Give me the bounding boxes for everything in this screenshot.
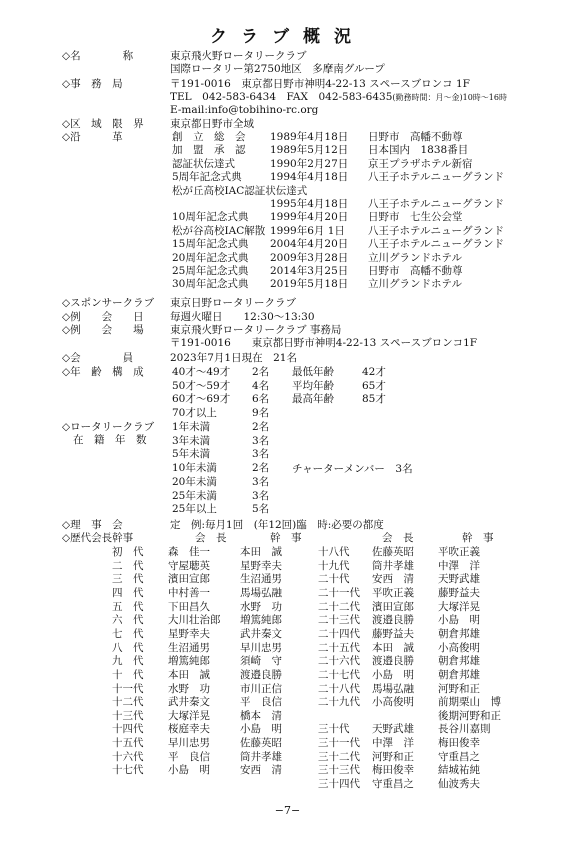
term-number: 十八代 (318, 546, 350, 558)
secretary-name: 朝倉邦雄 (438, 655, 480, 668)
secretary-name: 小高俊明 (438, 641, 480, 654)
tenure-count: 3名 (252, 475, 270, 488)
secretary-name: 小島 明 (438, 614, 480, 627)
age-label: ◇年 齢 構 成 (62, 366, 144, 378)
president-name: 藤野益夫 (372, 627, 414, 640)
tenure-count: 3名 (252, 434, 270, 447)
event-date: 1989年4月18日 (270, 131, 349, 143)
office-address: 〒191-0016 東京都日野市神明4-22-13 スペースブロンコ 1F (170, 78, 470, 90)
term-number: 初 代 (112, 546, 144, 558)
event-venue: 日野市 高幡不動尊 (368, 131, 463, 143)
secretary-name: 星野幸夫 (240, 559, 282, 572)
event-venue: 八王子ホテルニューグランド (368, 198, 504, 210)
event-venue: 立川グランドホテル (368, 278, 462, 291)
term-number: 三十三代 (318, 764, 360, 777)
area-label: ◇区 域 限 界 (62, 118, 144, 130)
event-name: 20周年記念式典 (172, 251, 249, 264)
members-label: ◇会 員 (62, 352, 134, 364)
president-name: 守重昌之 (372, 778, 414, 791)
meeting-place-section (62, 324, 341, 337)
office-hours: (勤務時間：月〜金)10時〜16時 (392, 93, 507, 102)
event-venue: 日野市 高幡不動尊 (368, 265, 463, 277)
age-stat-value: 85才 (362, 393, 386, 406)
term-number: 十六代 (112, 750, 144, 763)
president-name: 星野幸夫 (168, 627, 210, 640)
tenure-count: 5名 (252, 503, 270, 516)
secretary-name: 筒井孝雄 (240, 750, 282, 763)
tenure-range: 5年未満 (172, 448, 211, 461)
event-date: 2004年4月20日 (270, 238, 349, 251)
president-name: 下田昌久 (168, 600, 210, 613)
secretary-name: 本田 誠 (240, 546, 282, 558)
secretary-name: 平吹正義 (438, 546, 480, 558)
event-venue: 京王プラザホテル新宿 (368, 157, 473, 170)
president-name: 馬場弘融 (372, 682, 414, 695)
area-value: 東京都日野市全域 (170, 118, 254, 130)
secretary-name: 渡邉良勝 (240, 668, 282, 681)
event-venue: 日野市 七生公会堂 (368, 211, 463, 224)
term-number: 二十四代 (318, 627, 360, 640)
term-number: 四 代 (112, 586, 144, 599)
president-name: 本田 誠 (372, 641, 414, 654)
club-name: 東京飛火野ロータリークラブ (170, 50, 307, 62)
tenure-count: 2名 (252, 421, 270, 433)
event-date: 2009年3月28日 (270, 251, 349, 264)
event-name: 15周年記念式典 (172, 238, 249, 251)
secretary-name: 大塚洋晃 (438, 600, 480, 613)
secretary-name: 結城祐純 (438, 764, 480, 777)
event-venue: 日本国内 1838番目 (368, 144, 469, 157)
age-range: 60才〜69才 (172, 393, 231, 406)
secretary-name: 佐藤英昭 (240, 737, 282, 750)
tenure-range: 20年未満 (172, 475, 217, 488)
president-name: 守屋聴英 (168, 559, 210, 572)
age-stat-label: 最高年齢 (292, 393, 334, 406)
secretary-name: 平 良信 (240, 696, 282, 709)
term-number: 十三代 (112, 709, 144, 722)
term-number: 五 代 (112, 600, 144, 613)
tenure-label1: ◇ロータリークラブ (62, 421, 155, 433)
president-name: 筒井孝雄 (372, 559, 414, 572)
president-name: 安西 清 (372, 573, 414, 586)
district-info: 国際ロータリー第2750地区 多摩南グループ (170, 63, 385, 75)
members-value: 2023年7月1日現在 21名 (170, 352, 297, 364)
header-president-left: 会 長 (195, 532, 227, 544)
age-stat-label: 平均年齢 (292, 379, 334, 392)
club-name-label: ◇名 称 (62, 50, 134, 62)
term-number: 三十四代 (318, 778, 360, 791)
age-stat-label: 最低年齢 (292, 366, 334, 378)
page-title: クラブ概況 (210, 27, 365, 47)
event-venue: 八王子ホテルニューグランド (368, 171, 504, 184)
event-date: 1995年4月18日 (270, 198, 349, 210)
event-date: 1999年6月 1日 (270, 224, 345, 237)
meeting-place-address: 〒191-0016 東京都日野市神明4-22-13 スペースブロンコ1F (170, 337, 478, 349)
event-date: 1990年2月27日 (270, 157, 349, 170)
event-date: 1989年5月12日 (270, 144, 349, 157)
term-number: 十 代 (112, 668, 144, 681)
history-label: ◇沿 革 (62, 131, 123, 143)
event-venue: 立川グランドホテル (368, 251, 462, 264)
secretary-name: 須崎 守 (240, 655, 282, 668)
term-number: 十四代 (112, 723, 144, 736)
age-count: 4名 (252, 379, 270, 392)
meeting-day-label: ◇例 会 日 (62, 311, 144, 323)
event-name: 10周年記念式典 (172, 211, 249, 224)
secretary-name: 市川正信 (240, 682, 282, 695)
area-section (62, 118, 254, 131)
age-count: 2名 (252, 366, 270, 378)
president-name: 増篤純郎 (168, 655, 210, 668)
secretary-name: 朝倉邦雄 (438, 627, 480, 640)
term-number: 九 代 (112, 655, 144, 668)
term-number: 二十六代 (318, 655, 360, 668)
members-section (62, 352, 297, 365)
secretary-name: 前期栗山 博 (438, 696, 501, 709)
age-range: 40才〜49才 (172, 366, 231, 378)
meeting-day-value: 毎週火曜日 12:30〜13:30 (170, 311, 315, 323)
term-number: 十七代 (112, 764, 144, 777)
term-number: 二十代 (318, 573, 350, 586)
president-name: 小島 明 (372, 668, 414, 681)
event-date: 1994年4月18日 (270, 171, 349, 184)
term-number: 三十一代 (318, 737, 360, 750)
term-number: 十二代 (112, 696, 144, 709)
secretary-name: 安西 清 (240, 764, 282, 777)
term-number: 二十三代 (318, 614, 360, 627)
event-name: 25周年記念式典 (172, 265, 249, 277)
event-date: 2014年3月25日 (270, 265, 349, 277)
header-president-right: 会 長 (382, 532, 414, 544)
event-name: 創 立 総 会 (172, 131, 246, 143)
tenure-range: 25年以上 (172, 503, 217, 516)
charter-members: チャーターメンバー 3名 (292, 463, 413, 475)
president-name: 河野和正 (372, 750, 414, 763)
header-secretary-right: 幹 事 (462, 532, 494, 544)
term-number: 十一代 (112, 682, 144, 695)
age-stat-value: 65才 (362, 379, 386, 392)
term-number: 六 代 (112, 614, 144, 627)
event-name: 加 盟 承 認 (172, 144, 246, 157)
event-date: 2019年5月18日 (270, 278, 349, 291)
term-number: 二十八代 (318, 682, 360, 695)
secretary-name: 仙波秀夫 (438, 778, 480, 791)
president-name: 平 良信 (168, 750, 210, 763)
president-name: 平吹正義 (372, 586, 414, 599)
president-name: 中村善一 (168, 586, 210, 599)
event-name: 松が谷高校IAC解散 (172, 224, 266, 237)
office-section (62, 78, 470, 91)
secretary-name: 橋本 清 (240, 709, 282, 722)
president-name: 濱田宣郎 (372, 600, 414, 613)
tenure-range: 10年未満 (172, 462, 217, 475)
president-name: 渡邉良勝 (372, 655, 414, 668)
sponsor-label: ◇スポンサークラブ (62, 297, 155, 309)
term-number: 二十九代 (318, 696, 360, 709)
term-number: 二十一代 (318, 586, 360, 599)
page-number: −7− (274, 804, 301, 817)
secretary-name: 中澤 洋 (438, 559, 480, 572)
president-name: 大川壮治郎 (168, 614, 221, 627)
event-name: 松が丘高校IAC認証状伝達式 (172, 184, 308, 197)
secretary-name: 小島 明 (240, 723, 282, 736)
term-number: 十九代 (318, 559, 350, 572)
office-email[interactable]: E-mail:info@tobihino-rc.org (170, 104, 319, 116)
term-number: 二十五代 (318, 641, 360, 654)
secretary-name: 天野武雄 (438, 573, 480, 586)
tenure-count: 2名 (252, 462, 270, 475)
secretary-name: 長谷川嘉則 (438, 723, 491, 736)
event-date: 1999年4月20日 (270, 211, 349, 224)
sponsor-value: 東京日野ロータリークラブ (170, 297, 296, 309)
event-venue: 八王子ホテルニューグランド (368, 224, 504, 237)
office-tel-fax: TEL 042-583-6434 FAX 042-583-6435 (170, 91, 393, 103)
term-number: 八 代 (112, 641, 144, 654)
term-number: 二十二代 (318, 600, 360, 613)
president-name: 濱田宣郎 (168, 573, 210, 586)
event-name: 30周年記念式典 (172, 278, 249, 291)
president-name: 森 佳一 (168, 546, 210, 558)
president-name: 梅田俊幸 (372, 764, 414, 777)
age-range: 50才〜59才 (172, 379, 231, 392)
meeting-place-name: 東京飛火野ロータリークラブ 事務局 (170, 324, 342, 336)
sponsor-section (62, 297, 296, 310)
president-name: 水野 功 (168, 682, 210, 695)
meeting-place-label: ◇例 会 場 (62, 324, 144, 336)
secretary-name: 武井秦文 (240, 627, 282, 640)
president-name: 武井秦文 (168, 696, 210, 709)
president-name: 小高俊明 (372, 696, 414, 709)
term-number: 二十七代 (318, 668, 360, 681)
term-number: 三十二代 (318, 750, 360, 763)
tenure-range: 25年未満 (172, 489, 217, 502)
office-phone (170, 91, 507, 104)
header-secretary-left: 幹 事 (270, 532, 302, 544)
board-label: ◇理 事 会 (62, 519, 123, 531)
event-name: 認証状伝達式 (172, 157, 235, 170)
secretary-name: 増篤純郎 (240, 614, 282, 627)
meeting-day-section (62, 311, 315, 324)
term-number: 三 代 (112, 573, 144, 586)
tenure-range: 3年未満 (172, 434, 211, 447)
event-venue: 八王子ホテルニューグランド (368, 238, 504, 251)
tenure-label2: 在 籍 年 数 (73, 434, 147, 446)
secretary-name: 守重昌之 (438, 750, 480, 763)
secretary-name: 後期河野和正 (438, 709, 501, 722)
secretary-name: 河野和正 (438, 682, 480, 695)
president-name: 渡邉良勝 (372, 614, 414, 627)
president-name: 佐藤英昭 (372, 546, 414, 558)
secretary-name: 藤野益夫 (438, 586, 480, 599)
tenure-count: 3名 (252, 489, 270, 502)
president-name: 大塚洋晃 (168, 709, 210, 722)
secretary-name: 早川忠男 (240, 641, 282, 654)
president-name: 中澤 洋 (372, 737, 414, 750)
board-value: 定 例:毎月1回 (年12回)臨 時:必要の都度 (170, 519, 384, 531)
board-section (62, 519, 384, 532)
secretary-name: 梅田俊幸 (438, 737, 480, 750)
secretary-name: 馬場弘融 (240, 586, 282, 599)
event-name: 5周年記念式典 (172, 171, 242, 184)
past-label: ◇歴代会長幹事 (62, 532, 134, 544)
president-name: 本田 誠 (168, 668, 210, 681)
president-name: 早川忠男 (168, 737, 210, 750)
office-label: ◇事 務 局 (62, 78, 123, 90)
president-name: 生沼通男 (168, 641, 210, 654)
term-number: 十五代 (112, 737, 144, 750)
president-name: 天野武雄 (372, 723, 414, 736)
president-name: 小島 明 (168, 764, 210, 777)
president-name: 桜庭幸夫 (168, 723, 210, 736)
age-count: 9名 (252, 406, 270, 419)
tenure-range: 1年未満 (172, 421, 211, 433)
secretary-name: 朝倉邦雄 (438, 668, 480, 681)
term-number: 二 代 (112, 559, 144, 572)
term-number: 七 代 (112, 627, 144, 640)
age-stat-value: 42才 (362, 366, 386, 378)
term-number: 三十代 (318, 723, 350, 736)
age-count: 6名 (252, 393, 270, 406)
club-name-section (62, 50, 307, 63)
secretary-name: 生沼通男 (240, 573, 282, 586)
secretary-name: 水野 功 (240, 600, 282, 613)
age-range: 70才以上 (172, 406, 217, 419)
tenure-count: 3名 (252, 448, 270, 461)
